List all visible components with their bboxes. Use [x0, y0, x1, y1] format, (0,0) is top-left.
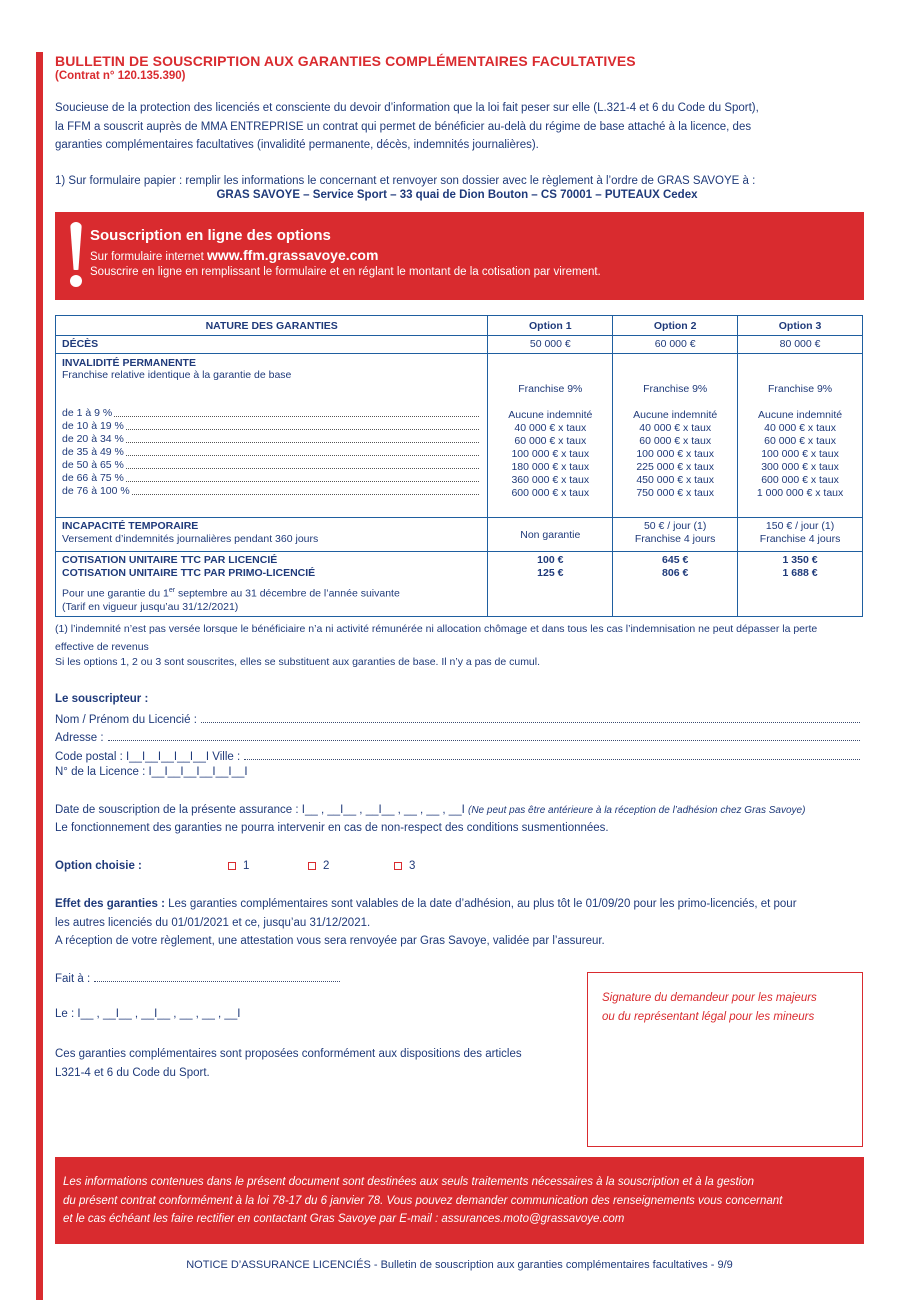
option3-invalidite — [738, 354, 863, 518]
option-3-label: 3 — [409, 860, 416, 872]
row-sublabel: (Tarif en vigueur jusqu’au 31/12/2021) — [62, 600, 239, 613]
license-number-field[interactable]: N° de la Licence : I__I__I__I__I__I__I — [55, 766, 248, 778]
address-label: Adresse : — [55, 732, 104, 744]
banner-url-line — [90, 247, 378, 263]
conditions-warning: Le fonctionnement des garanties ne pourra intervenir en cas de non-respect des conditions susmentionnées. — [55, 822, 609, 834]
table-cell: 1 350 € — [782, 554, 818, 566]
signature-instructions — [602, 989, 817, 1027]
option-1-checkbox[interactable] — [228, 862, 236, 870]
table-cell: 1 000 000 € x taux — [756, 487, 844, 499]
left-accent-bar — [36, 52, 43, 1300]
row-label: COTISATION UNITAIRE TTC PAR PRIMO-LICENCIÉ — [62, 567, 316, 579]
table-cell: 100 000 € x taux — [511, 448, 590, 460]
name-label: Nom / Prénom du Licencié : — [55, 714, 197, 726]
table-cell: 645 € — [662, 554, 689, 566]
table-cell: 225 000 € x taux — [636, 461, 714, 473]
table-cell: Franchise 4 jours — [634, 533, 716, 545]
signature-date-field[interactable]: Le : I__ , __I__ , __I__ , __ , __ , __I — [55, 1008, 241, 1020]
table-row-deces — [56, 336, 863, 354]
signature-box[interactable] — [587, 972, 863, 1147]
option-2-checkbox[interactable] — [308, 862, 316, 870]
table-cell: 100 000 € x taux — [761, 448, 839, 460]
sub-part: septembre au 31 décembre de l’année suivante — [175, 587, 400, 600]
page-footer: NOTICE D’ASSURANCE LICENCIÉS - Bulletin de souscription aux garanties complémentaires facultatives - 9/9 — [186, 1259, 733, 1271]
row-label: INVALIDITÉ PERMANENTE — [62, 357, 196, 369]
table-cell: 180 000 € x taux — [511, 461, 590, 473]
name-field[interactable] — [55, 711, 860, 726]
contract-number: (Contrat n° 120.135.390) — [55, 70, 186, 82]
table-cell: 600 000 € x taux — [761, 474, 839, 486]
option2-invalidite — [613, 354, 738, 518]
guarantees-table — [55, 315, 863, 617]
rate-label: de 1 à 9 % — [62, 407, 481, 420]
table-cell: 60 000 € x taux — [639, 435, 712, 447]
table-cell: 150 € / jour (1) — [765, 520, 835, 532]
footnote-indemnity — [55, 620, 865, 656]
postal-label: Code postal : I__I__I__I__I__I Ville : — [55, 751, 241, 763]
invalidite-cell — [56, 354, 488, 518]
table-cell: 40 000 € x taux — [514, 422, 587, 434]
legal-conformity — [55, 1045, 575, 1083]
paper-form-instruction: 1) Sur formulaire papier : remplir les informations le concernant et renvoyer son dossier avec le règlement à l’ordre de GRAS SAVOYE à : — [55, 175, 756, 187]
rate-label: de 66 à 75 % — [62, 472, 481, 485]
subscription-date-note: (Ne peut pas être antérieure à la réception de l’adhésion chez Gras Savoye) — [468, 805, 806, 816]
effect-text: Les garanties complémentaires sont valables de la date d’adhésion, au plus tôt le 01/09/20 pour les primo-licenciés, et pour — [164, 898, 797, 910]
intro-line: la FFM a souscrit auprès de MMA ENTREPRISE un contrat qui permet de bénéficier au-delà du régime de base attaché à la licence, des — [55, 120, 752, 133]
sub-sup: er — [168, 587, 176, 594]
franchise-value: Franchise 9% — [518, 383, 583, 395]
rate-label: de 76 à 100 % — [62, 485, 481, 498]
banner-description: Souscrire en ligne en remplissant le formulaire et en réglant le montant de la cotisation par virement. — [90, 266, 601, 278]
conformity-line: Ces garanties complémentaires sont proposées conformément aux dispositions des articles — [55, 1048, 522, 1060]
row-label: DÉCÈS — [56, 336, 488, 354]
table-cell: 806 € — [662, 567, 689, 579]
privacy-line: et le cas échéant les faire rectifier en contactant Gras Savoye par E-mail : assurances.moto@grassavoye.com — [63, 1213, 625, 1225]
table-cell: 125 € — [537, 567, 564, 579]
table-cell: 50 000 € — [488, 336, 613, 354]
table-cell: 60 000 € x taux — [764, 435, 836, 447]
table-cell: 360 000 € x taux — [511, 474, 590, 486]
rate-label: de 20 à 34 % — [62, 433, 481, 446]
note-line: (1) l’indemnité n’est pas versée lorsque le bénéficiaire n’a ni activité rémunérée ni allocation chômage et dans tous les cas l’indemnisation ne peut dépasser la perte — [55, 623, 818, 635]
table-row-invalidite — [56, 354, 863, 518]
subscription-date-label: Date de souscription de la présente assurance : I__ , __I__ , __I__ , __ , __ , __I — [55, 804, 465, 816]
privacy-notice — [55, 1157, 864, 1244]
franchise-value: Franchise 9% — [643, 383, 708, 395]
table-header-row — [56, 316, 863, 336]
signature-line: ou du représentant légal pour les mineurs — [602, 1011, 815, 1023]
table-cell: Aucune indemnité — [758, 409, 843, 421]
conformity-line: L321-4 et 6 du Code du Sport. — [55, 1067, 210, 1079]
subscription-date-line[interactable] — [55, 804, 805, 816]
option-1-label: 1 — [243, 860, 250, 872]
banner-title: Souscription en ligne des options — [90, 227, 331, 244]
table-cell: Non garantie — [488, 518, 613, 552]
option-2-label: 2 — [323, 860, 330, 872]
address-field[interactable] — [55, 729, 860, 744]
row-sublabel — [62, 584, 481, 601]
row-sublabel: Versement d’indemnités journalières pendant 360 jours — [62, 533, 319, 545]
table-row-incapacite — [56, 518, 863, 552]
effect-line: les autres licenciés du 01/01/2021 et ce, jusqu’au 31/12/2021. — [55, 916, 371, 929]
option1-cotisation — [488, 552, 613, 617]
footnote-substitution: Si les options 1, 2 ou 3 sont souscrites, elles se substituent aux garanties de base. Il n’y a pas de cumul. — [55, 656, 541, 668]
effect-label: Effet des garanties : — [55, 898, 165, 910]
table-cell: 40 000 € x taux — [764, 422, 836, 434]
row-label: INCAPACITÉ TEMPORAIRE — [62, 520, 199, 532]
privacy-line: du présent contrat conformément à la loi 78-17 du 6 janvier 78. Vous pouvez demander communication des renseignements vous concernant — [63, 1194, 783, 1207]
effect-paragraph — [55, 895, 865, 951]
table-cell: 450 000 € x taux — [636, 474, 714, 486]
table-cell: 100 € — [537, 554, 564, 566]
effect-line: A réception de votre règlement, une attestation vous sera renvoyée par Gras Savoye, validée par l’assureur. — [55, 935, 605, 947]
table-cell: 750 000 € x taux — [636, 487, 714, 499]
table-cell: Franchise 4 jours — [759, 533, 841, 545]
table-cell: 40 000 € x taux — [639, 422, 712, 434]
table-cell: 300 000 € x taux — [761, 461, 839, 473]
souscripteur-title: Le souscripteur : — [55, 693, 149, 705]
rate-label: de 50 à 65 % — [62, 459, 481, 472]
fait-a-field[interactable] — [55, 970, 340, 985]
table-cell: 80 000 € — [738, 336, 863, 354]
option1-invalidite — [488, 354, 613, 518]
table-cell: 100 000 € x taux — [636, 448, 714, 460]
banner-url-prefix: Sur formulaire internet — [90, 251, 207, 263]
option-choice-label: Option choisie : — [55, 860, 142, 872]
effect-line — [55, 895, 865, 914]
table-cell: 50 € / jour (1) — [643, 520, 707, 532]
online-subscription-banner — [55, 212, 864, 300]
paper-form-address: GRAS SAVOYE – Service Sport – 33 quai de Dion Bouton – CS 70001 – PUTEAUX Cedex — [216, 189, 698, 201]
fait-a-label: Fait à : — [55, 973, 91, 985]
rate-label: de 10 à 19 % — [62, 420, 481, 433]
table-header: NATURE DES GARANTIES — [56, 316, 488, 336]
franchise-value: Franchise 9% — [767, 383, 833, 395]
note-line: effective de revenus — [55, 641, 149, 653]
page-title: BULLETIN DE SOUSCRIPTION AUX GARANTIES COMPLÉMENTAIRES FACULTATIVES — [55, 53, 636, 69]
banner-url-link[interactable]: www.ffm.grassavoye.com — [206, 247, 379, 263]
option2-cotisation — [613, 552, 738, 617]
table-header: Option 1 — [488, 316, 613, 336]
table-header: Option 2 — [613, 316, 738, 336]
intro-line: Soucieuse de la protection des licenciés et consciente du devoir d’information que la loi fait peser sur elle (L.321-4 et 6 du Code du Sport), — [55, 102, 759, 114]
cotisation-cell — [56, 552, 488, 617]
intro-line: garanties complémentaires facultatives (invalidité permanente, décès, indemnités journalières). — [55, 139, 539, 151]
sub-part: Pour une garantie du 1 — [62, 587, 169, 600]
incapacite-cell — [56, 518, 488, 552]
table-header: Option 3 — [738, 316, 863, 336]
table-cell: Aucune indemnité — [633, 409, 718, 421]
table-cell: Aucune indemnité — [508, 409, 593, 421]
table-cell: 60 000 € x taux — [514, 435, 587, 447]
option-3-checkbox[interactable] — [394, 862, 402, 870]
table-cell: 1 688 € — [782, 567, 818, 579]
option2-incapacite — [613, 518, 738, 552]
table-row-cotisation — [56, 552, 863, 617]
table-cell: 600 000 € x taux — [511, 487, 590, 499]
privacy-line: Les informations contenues dans le présent document sont destinées aux seuls traitements nécessaires à la souscription et à la gestion — [63, 1176, 755, 1188]
row-sublabel: Franchise relative identique à la garantie de base — [62, 369, 292, 381]
exclamation-icon — [67, 222, 85, 288]
signature-line: Signature du demandeur pour les majeurs — [602, 992, 817, 1004]
postal-city-field[interactable] — [55, 748, 860, 763]
intro-paragraph — [55, 99, 845, 155]
option3-incapacite — [738, 518, 863, 552]
row-label: COTISATION UNITAIRE TTC PAR LICENCIÉ — [62, 554, 278, 566]
rate-label: de 35 à 49 % — [62, 446, 481, 459]
option3-cotisation — [738, 552, 863, 617]
table-cell: 60 000 € — [613, 336, 738, 354]
